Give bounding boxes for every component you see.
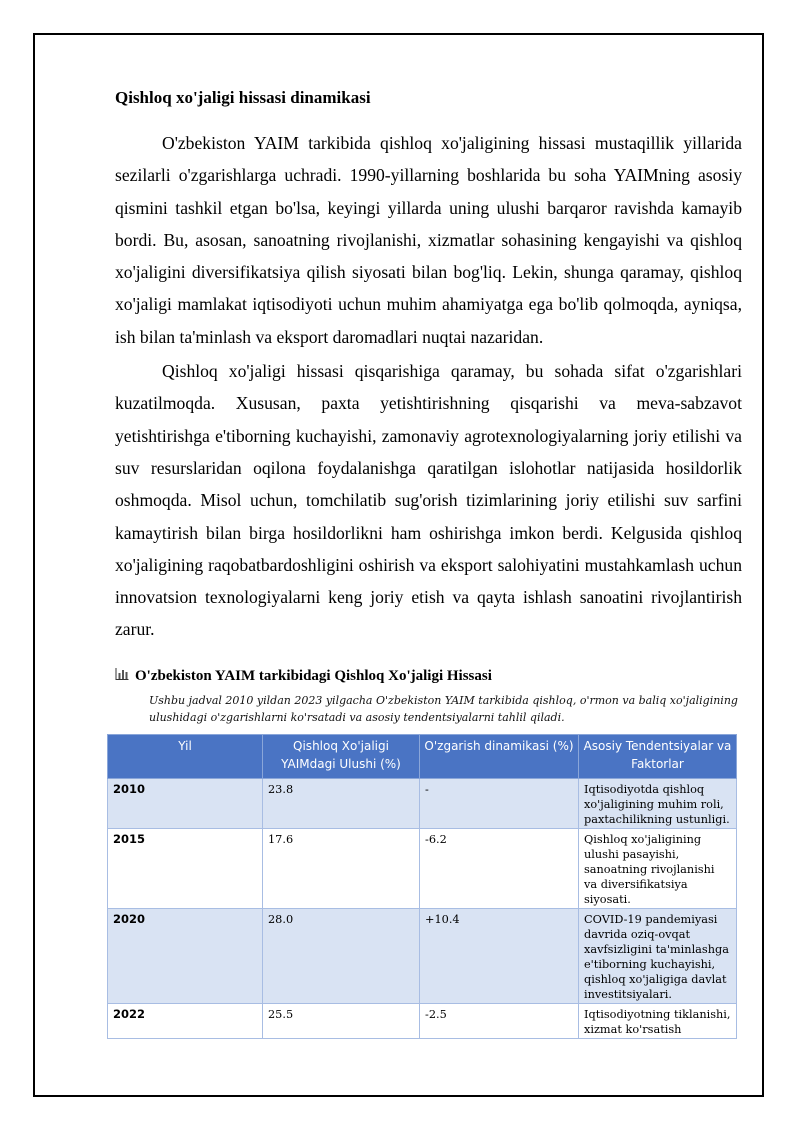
table-header-row xyxy=(108,734,737,778)
cell-year: 2015 xyxy=(108,828,263,908)
cell-share: 25.5 xyxy=(263,1003,420,1038)
cell-share: 17.6 xyxy=(263,828,420,908)
cell-year: 2022 xyxy=(108,1003,263,1038)
cell-trend: Iqtisodiyotda qishloq xo'jaligining muhim roli, paxtachilikning ustunligi. xyxy=(579,778,737,828)
cell-change: -2.5 xyxy=(420,1003,579,1038)
cell-trend: Iqtisodiyotning tiklanishi, xizmat ko'rsatish xyxy=(579,1003,737,1038)
column-header-share: Qishloq Xo'jaligi YAIMdagi Ulushi (%) xyxy=(263,734,420,778)
table-row xyxy=(108,828,737,908)
cell-year: 2020 xyxy=(108,908,263,1003)
table-title-text: O'zbekiston YAIM tarkibidagi Qishloq Xo'jaligi Hissasi xyxy=(135,667,492,684)
column-header-change: O'zgarish dinamikasi (%) xyxy=(420,734,579,778)
cell-change: - xyxy=(420,778,579,828)
paragraph-1: O'zbekiston YAIM tarkibida qishloq xo'jaligining hissasi mustaqillik yillarida sezilarli o'zgarishlarga uchradi. 1990-yillarning boshlarida bu soha YAIMning asosiy qismini tashkil etgan bo'lsa, keyingi yillarda uning ulushi barqaror ravishda kamayib bordi. Bu, asosan, sanoatning rivojlanishi, xizmatlar sohasining kengayishi va qishloq xo'jaligini diversifikatsiya qilish siyosati bilan bog'liq. Lekin, shunga qaramay, qishloq xo'jaligi mamlakat iqtisodiyoti uchun muhim ahamiyatga ega bo'lib qolmoqda, ayniqsa, ish bilan ta'minlash va eksport daromadlari nuqtai nazaridan. xyxy=(115,133,742,347)
table-row xyxy=(108,778,737,828)
cell-trend: COVID-19 pandemiyasi davrida oziq-ovqat xavfsizligini ta'minlashga e'tiborning kuchayishi, qishloq xo'jaligiga davlat investitsiyalari. xyxy=(579,908,737,1003)
document-content xyxy=(115,86,742,1039)
cell-change: -6.2 xyxy=(420,828,579,908)
gdp-share-table xyxy=(107,734,737,1039)
section-heading: Qishloq xo'jaligi hissasi dinamikasi xyxy=(115,88,371,107)
cell-year: 2010 xyxy=(108,778,263,828)
column-header-trends: Asosiy Tendentsiyalar va Faktorlar xyxy=(579,734,737,778)
table-row xyxy=(108,908,737,1003)
cell-share: 23.8 xyxy=(263,778,420,828)
table-caption: Ushbu jadval 2010 yildan 2023 yilgacha O'zbekiston YAIM tarkibida qishloq, o'rmon va baliq xo'jaligining ulushidagi o'zgarishlarni ko'rsatadi va asosiy tendentsiyalarni tahlil qiladi. xyxy=(149,693,738,724)
bar-chart-icon xyxy=(115,666,129,686)
table-title xyxy=(115,666,742,686)
cell-change: +10.4 xyxy=(420,908,579,1003)
table-row xyxy=(108,1003,737,1038)
paragraph-2: Qishloq xo'jaligi hissasi qisqarishiga qaramay, bu sohada sifat o'zgarishlari kuzatilmoqda. Xususan, paxta yetishtirishning qisqarishi va meva-sabzavot yetishtirishga e'tiborning kuchayishi, zamonaviy agrotexnologiyalarning joriy etilishi va suv resurslaridan oqilona foydalanishga qaratilgan islohotlar natijasida hosildorlik oshmoqda. Misol uchun, tomchilatib sug'orish tizimlarining joriy etilishi suv sarfini kamaytirish bilan birga hosildorlikni ham oshirishga imkon berdi. Kelgusida qishloq xo'jaligining raqobatbardoshligini oshirish va eksport salohiyatini mustahkamlash uchun innovatsion texnologiyalarni keng joriy etish va qayta ishlash sanoatini rivojlantirish zarur. xyxy=(115,361,742,640)
cell-share: 28.0 xyxy=(263,908,420,1003)
column-header-year: Yil xyxy=(108,734,263,778)
cell-trend: Qishloq xo'jaligining ulushi pasayishi, sanoatning rivojlanishi va diversifikatsiya siyosati. xyxy=(579,828,737,908)
